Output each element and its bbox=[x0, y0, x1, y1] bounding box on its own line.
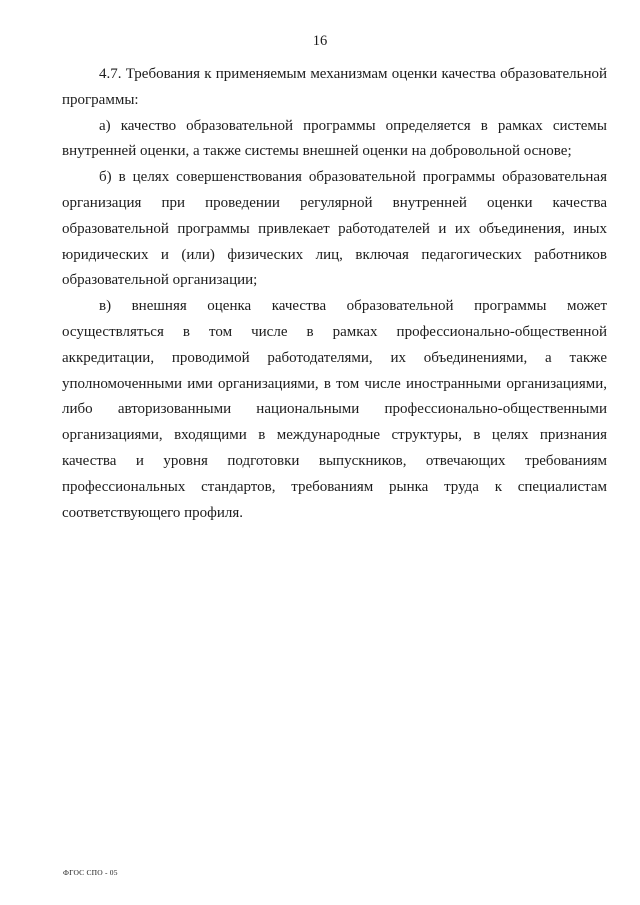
paragraph-item-a: а) качество образовательной программы определяется в рамках системы внутренней оценки, а также системы внешней оценки на добровольной основе; bbox=[62, 117, 607, 160]
section-heading-4-7: 4.7. Требования к применяемым механизмам оценки качества образовательной программы: bbox=[62, 66, 607, 108]
paragraph-item-v: в) внешняя оценка качества образовательной программы может осуществляться в том числе в рамках профессионально-общественной аккредитации, проводимой работодателями, их объединениями, а также уполномоченными ими организациями, в том числе иностранными организациями, либо авторизованными национальными профессионально-общественными организациями, входящими в международные структуры, в целях признания качества и уровня подготовки выпускников, отвечающих требованиям профессиональных стандартов, требованиям рынка труда к специалистам соответствующего профиля. bbox=[62, 298, 607, 521]
paragraph-item-b: б) в целях совершенствования образовательной программы образовательная организация при проведении регулярной внутренней оценки качества образовательной программы привлекает работодателей и их объединения, иных юридических и (или) физических лиц, включая педагогических работников образовательной организации; bbox=[62, 169, 607, 289]
footer-document-code: ФГОС СПО - 05 bbox=[63, 868, 118, 877]
page-number: 16 bbox=[312, 33, 328, 49]
document-body bbox=[62, 62, 607, 526]
